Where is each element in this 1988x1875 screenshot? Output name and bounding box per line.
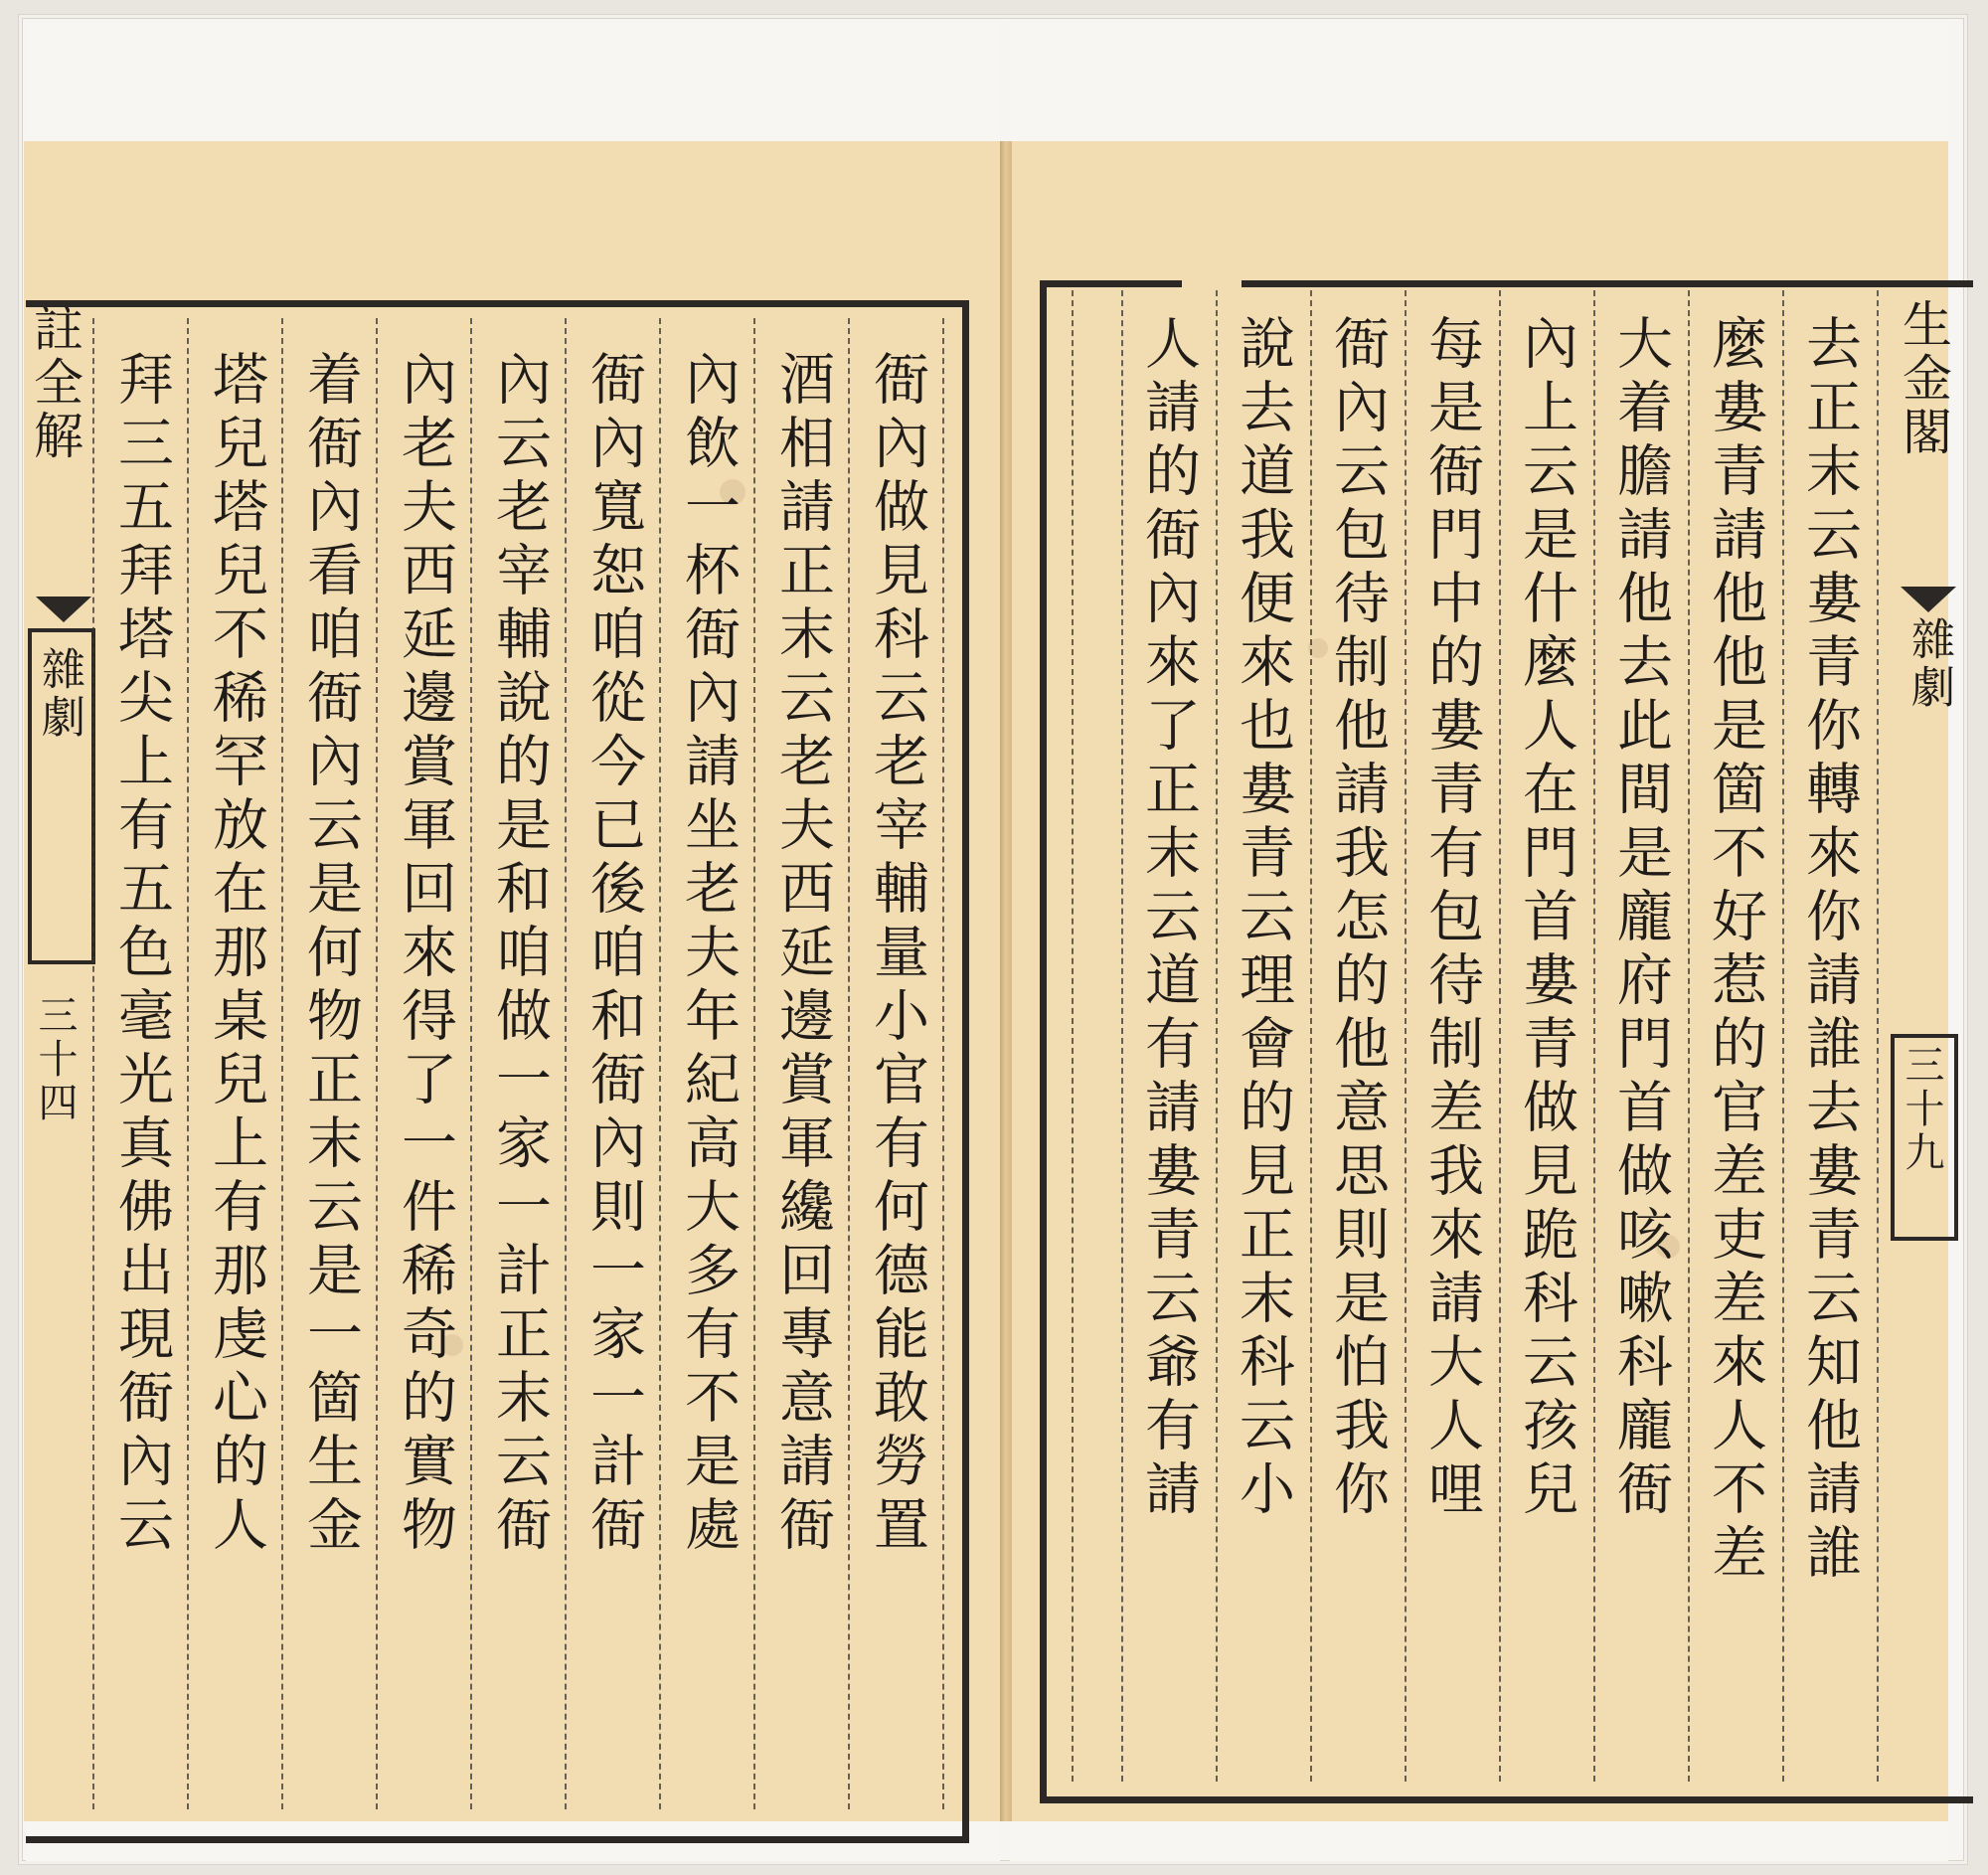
column-rule (942, 318, 944, 1809)
column-rule (470, 318, 472, 1809)
left-margin-subtitle: 雜劇 (34, 646, 84, 742)
column-rule (187, 318, 189, 1809)
blank-leaf-top-left (26, 22, 1000, 141)
column-rule (1782, 290, 1784, 1782)
text-column: 塔兒塔兒不稀罕放在那桌兒上有那虔心的人 (204, 350, 268, 1559)
column-rule (1499, 290, 1501, 1782)
left-margin-page-number: 三十四 (32, 994, 78, 1125)
column-rule (848, 318, 850, 1809)
text-column: 衙內寬恕咱從今已後咱和衙內則一家一計衙 (581, 350, 646, 1559)
column-rule (1593, 290, 1595, 1782)
column-rule (1877, 290, 1879, 1782)
text-column: 麼婁青請他他是箇不好惹的官差吏差來人不差 (1703, 314, 1767, 1587)
text-column: 每是衙門中的婁青有包待制差我來請大人哩 (1419, 314, 1484, 1523)
book-gutter (1000, 141, 1012, 1821)
column-rule (1310, 290, 1312, 1782)
text-column: 衙內云包待制他請我怎的他意思則是怕我你 (1325, 314, 1390, 1523)
text-column: 拜三五拜塔尖上有五色毫光真佛出現衙內云 (109, 350, 174, 1559)
text-column: 人請的衙內來了正末云道有請婁青云爺有請 (1136, 314, 1201, 1523)
column-rule (92, 318, 94, 1809)
column-rule (1688, 290, 1690, 1782)
left-margin-title: 註全解 (26, 302, 83, 463)
text-column: 去正末云婁青你轉來你請誰去婁青云知他請誰 (1797, 314, 1862, 1587)
text-column: 酒相請正末云老夫西延邊賞軍纔回專意請衙 (770, 350, 835, 1559)
right-margin-title: 生金閣 (1895, 298, 1952, 459)
text-column: 內上云是什麼人在門首婁青做見跪科云孩兒 (1514, 314, 1578, 1523)
text-column: 衙內做見科云老宰輔量小官有何德能敢勞置 (865, 350, 929, 1559)
column-rule (659, 318, 661, 1809)
column-rule (376, 318, 378, 1809)
column-rule (1072, 290, 1074, 1782)
column-rule (753, 318, 755, 1809)
right-margin-subtitle: 雜劇 (1904, 616, 1954, 712)
text-column: 說去道我便來也婁青云理會的見正末科云小 (1231, 314, 1295, 1523)
fishtail-mark (1901, 587, 1956, 612)
text-column: 內老夫西延邊賞軍回來得了一件稀奇的實物 (393, 350, 457, 1559)
text-column: 內云老宰輔說的是和咱做一家一計正末云衙 (487, 350, 552, 1559)
column-rule (281, 318, 283, 1809)
text-column: 着衙內看咱衙內云是何物正末云是一箇生金 (298, 350, 363, 1559)
text-column: 內飲一杯衙內請坐老夫年紀高大多有不是處 (676, 350, 741, 1559)
right-margin-page-number: 三十九 (1899, 1044, 1944, 1175)
text-column: 大着膽請他去此間是龐府門首做咳嗽科龐衙 (1608, 314, 1673, 1523)
blank-leaf-top-right (1010, 22, 1948, 141)
column-rule (1216, 290, 1218, 1782)
blank-leaf-bottom-right (1010, 1821, 1948, 1861)
column-rule (565, 318, 567, 1809)
column-rule (1121, 290, 1123, 1782)
column-rule (1405, 290, 1407, 1782)
